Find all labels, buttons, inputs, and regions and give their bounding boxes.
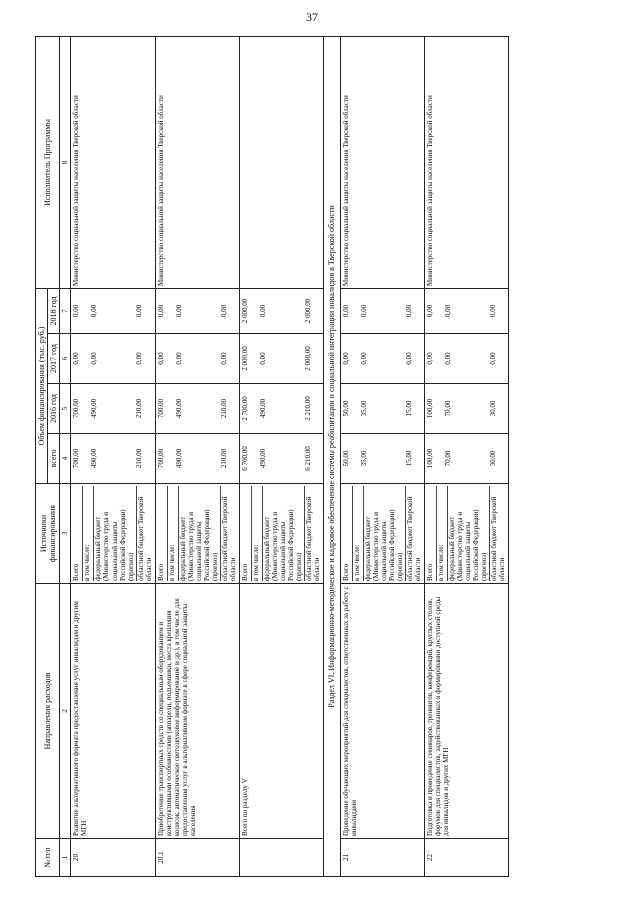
row-total-values	[71, 434, 155, 484]
value-federal: 35,00	[359, 400, 368, 417]
section-heading-row	[324, 36, 340, 876]
section-title: Раздел VI. Информационно-методическое и кадровое обеспечение системы реабилитации и социальной интеграции инвалидов в Тверской области	[324, 36, 340, 876]
col-index: 7	[60, 288, 71, 333]
value-federal: 0,00	[359, 352, 368, 365]
value-regional: 210,00	[219, 448, 228, 469]
rotated-table-container	[35, 37, 605, 877]
col-index: 1	[60, 839, 71, 877]
source-incl: в том числе:	[437, 486, 448, 581]
value-regional: 2 210,00	[304, 396, 313, 421]
row-number: 20.1	[155, 839, 239, 877]
value-total: 2 000,00	[241, 346, 250, 371]
source-incl: в том числе:	[353, 486, 364, 581]
source-total: Всего	[426, 486, 437, 581]
row-sources	[240, 484, 324, 584]
value-regional: 0,00	[404, 304, 413, 318]
row-sources	[155, 484, 239, 584]
row-number: 22	[424, 839, 508, 877]
value-total: 2 700,00	[241, 396, 250, 421]
value-total: 2 000,00	[241, 298, 250, 324]
header-2016: 2016 год	[48, 384, 60, 434]
value-federal: 490,00	[259, 448, 268, 469]
value-federal: 0,00	[174, 352, 183, 365]
col-index: 3	[60, 484, 71, 584]
value-total: 0,00	[341, 304, 350, 318]
row-2016-values	[424, 384, 508, 434]
value-federal: 0,00	[174, 304, 183, 318]
value-federal: 35,00	[359, 450, 368, 467]
value-total: 0,00	[156, 304, 165, 318]
header-total: всего	[48, 434, 60, 484]
value-total: 0,00	[425, 304, 434, 318]
value-federal: 490,00	[174, 448, 183, 469]
header-2017: 2017 год	[48, 334, 60, 384]
value-total: 700,00	[72, 448, 81, 469]
value-federal: 490,00	[90, 398, 99, 419]
value-regional: 0,00	[219, 352, 228, 365]
row-executor: Министерство социальной защиты населения Тверской области	[424, 36, 508, 288]
value-federal: 490,00	[90, 448, 99, 469]
value-federal: 0,00	[90, 352, 99, 365]
value-federal: 0,00	[259, 304, 268, 318]
row-2018-values	[155, 288, 239, 333]
row-executor: Министерство социальной защиты населения Тверской области	[71, 36, 155, 288]
source-regional: областной бюджет Тверской области	[305, 496, 322, 581]
row-executor: Министерство социальной защиты населения Тверской области	[340, 36, 424, 288]
value-federal: 0,00	[443, 304, 452, 318]
header-executor: Исполнитель Программы	[36, 36, 60, 288]
row-direction: Всего по разделу V	[240, 584, 324, 839]
value-total: 50,00	[341, 400, 350, 417]
value-federal: 490,00	[259, 398, 268, 419]
value-federal: 70,00	[443, 400, 452, 417]
header-2018: 2018 год	[48, 288, 60, 333]
source-regional: областной бюджет Тверской области	[490, 496, 507, 581]
value-total: 700,00	[156, 398, 165, 419]
row-2018-values	[71, 288, 155, 333]
source-incl: в том числе:	[83, 486, 94, 581]
row-2018-values	[424, 288, 508, 333]
row-2017-values	[340, 334, 424, 384]
value-regional: 0,00	[135, 352, 144, 365]
value-regional: 6 210,00	[304, 446, 313, 471]
value-total: 50,00	[341, 450, 350, 467]
value-regional: 2 000,00	[304, 298, 313, 324]
source-incl: в том числе:	[168, 486, 179, 581]
col-index: 6	[60, 334, 71, 384]
header-num: № п/п	[36, 839, 60, 877]
row-executor	[240, 36, 324, 288]
value-regional: 15,00	[404, 400, 413, 417]
value-federal: 70,00	[443, 450, 452, 467]
row-2018-values	[340, 288, 424, 333]
financing-table	[35, 36, 509, 877]
row-direction: Приобретение транспортных средств со специальным оборудованием и конструктивными особенностями (аппарели, подъемники, места крепления колясок, автоматическое светозвуковое информирование и др.), в том числе для предоставления услуг в альтернативном формате в сфере социальной защиты населения	[155, 584, 239, 839]
value-regional: 0,00	[488, 352, 497, 365]
value-regional: 210,00	[219, 398, 228, 419]
row-total-values	[340, 434, 424, 484]
table-row	[340, 36, 424, 876]
value-total: 100,00	[425, 398, 434, 419]
source-incl: в том числе:	[252, 486, 263, 581]
source-federal: федеральный бюджет (Министерство труда и социальной защиты Российской Федерации) (прогноз)	[263, 486, 305, 581]
row-number: 20	[71, 839, 155, 877]
section-total-row	[240, 36, 324, 876]
row-sources	[71, 484, 155, 584]
source-total: Всего	[241, 486, 252, 581]
header-volume: Объем финансирования (тыс. руб.)	[36, 288, 48, 483]
row-total-values	[240, 434, 324, 484]
row-2017-values	[240, 334, 324, 384]
value-total: 0,00	[72, 304, 81, 318]
value-federal: 0,00	[443, 352, 452, 365]
value-total: 0,00	[425, 352, 434, 365]
col-index: 2	[60, 584, 71, 839]
source-federal: федеральный бюджет (Министерство труда и социальной защиты Российской Федерации) (прогноз)	[179, 486, 221, 581]
column-index-row	[60, 36, 71, 876]
value-total: 700,00	[72, 398, 81, 419]
value-total: 6 700,00	[241, 446, 250, 471]
row-2018-values	[240, 288, 324, 333]
source-regional: областной бюджет Тверской области	[405, 496, 422, 581]
source-total: Всего	[72, 486, 83, 581]
value-federal: 490,00	[174, 398, 183, 419]
col-index: 4	[60, 434, 71, 484]
row-total-values	[155, 434, 239, 484]
row-number: 21	[340, 839, 424, 877]
value-total: 100,00	[425, 448, 434, 469]
value-total: 0,00	[72, 352, 81, 365]
source-total: Всего	[157, 486, 168, 581]
table-row	[424, 36, 508, 876]
value-regional: 0,00	[488, 304, 497, 318]
header-source: Источники финансирования	[36, 484, 60, 584]
value-regional: 210,00	[135, 448, 144, 469]
row-direction: Проведение обучающих мероприятий для специалистов, ответственных за работу с инвалидами	[340, 584, 424, 839]
row-direction: Подготовка и проведение семинаров, тренингов, конференций, круглых столов, форумов для специалистов, задействованных в формировании доступной среды для инвалидов и других МГН	[424, 584, 508, 839]
row-2017-values	[71, 334, 155, 384]
value-regional: 0,00	[404, 352, 413, 365]
source-federal: федеральный бюджет (Министерство труда и социальной защиты Российской Федерации) (прогноз)	[364, 486, 406, 581]
value-regional: 0,00	[135, 304, 144, 318]
row-2017-values	[155, 334, 239, 384]
source-federal: федеральный бюджет (Министерство труда и социальной защиты Российской Федерации) (прогноз)	[94, 486, 136, 581]
source-federal: федеральный бюджет (Министерство труда и социальной защиты Российской Федерации) (прогноз)	[448, 486, 490, 581]
row-2016-values	[340, 384, 424, 434]
value-federal: 0,00	[359, 304, 368, 318]
header-row-1	[36, 36, 48, 876]
source-regional: областной бюджет Тверской области	[136, 496, 153, 581]
value-regional: 15,00	[404, 450, 413, 467]
table-row	[155, 36, 239, 876]
value-total: 0,00	[156, 352, 165, 365]
row-sources	[340, 484, 424, 584]
col-index: 5	[60, 384, 71, 434]
value-regional: 2 000,00	[304, 346, 313, 371]
source-total: Всего	[342, 486, 353, 581]
value-regional: 30,00	[488, 450, 497, 467]
row-sources	[424, 484, 508, 584]
source-regional: областной бюджет Тверской области	[220, 496, 238, 581]
table-row	[71, 36, 155, 876]
row-2016-values	[240, 384, 324, 434]
value-regional: 210,00	[135, 398, 144, 419]
row-direction: Развитие альтернативного формата предоставления услуг инвалидам и другим МГН	[71, 584, 155, 839]
row-2017-values	[424, 334, 508, 384]
header-direction: Направления расходов	[36, 584, 60, 839]
page-number: 37	[306, 10, 318, 24]
row-executor: Министерство социальной защиты населения Тверской области	[155, 36, 239, 288]
row-total-values	[424, 434, 508, 484]
value-total: 700,00	[156, 448, 165, 469]
value-regional: 30,00	[488, 400, 497, 417]
row-2016-values	[71, 384, 155, 434]
value-regional: 0,00	[219, 304, 228, 318]
value-federal: 0,00	[90, 304, 99, 318]
row-number	[240, 839, 324, 877]
col-index: 8	[60, 36, 71, 288]
value-total: 0,00	[341, 352, 350, 365]
value-federal: 0,00	[259, 352, 268, 365]
row-2016-values	[155, 384, 239, 434]
